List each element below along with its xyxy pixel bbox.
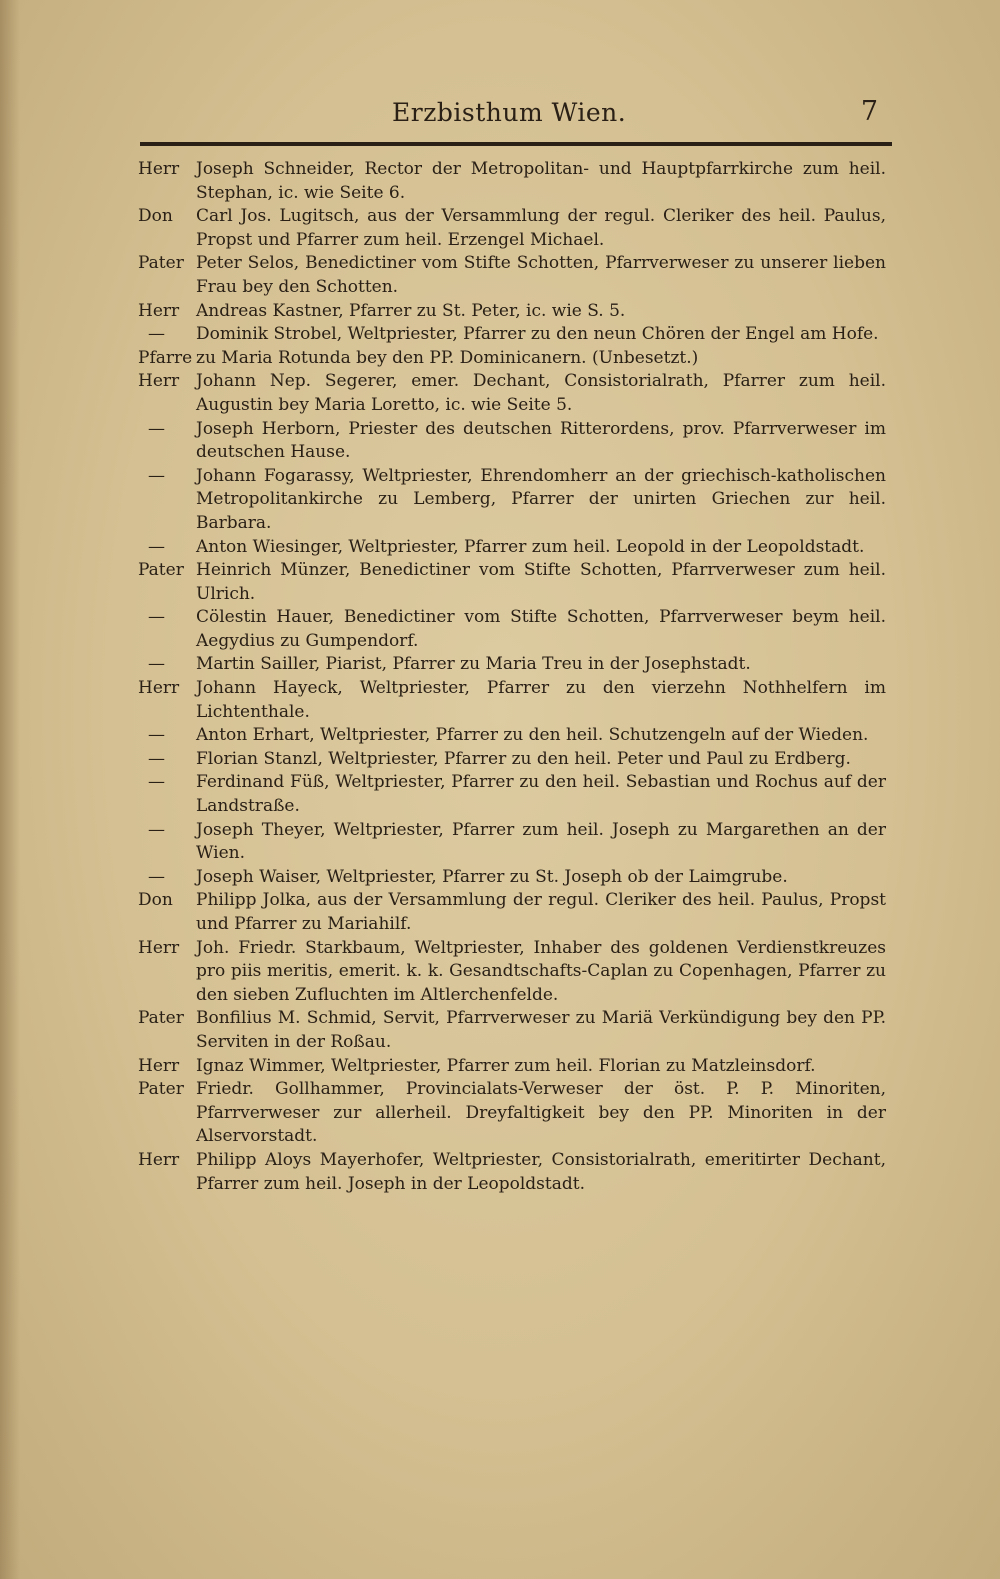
entry-list: [138, 158, 886, 1196]
list-item: [138, 889, 886, 936]
list-item: [138, 1007, 886, 1054]
header-rule: [140, 142, 892, 146]
list-item: [138, 1149, 886, 1196]
entry-text: Johann Nep. Segerer, emer. Dechant, Consistorialrath, Pfarrer zum heil. Augustin bey Maria Loretto, ic. wie Seite 5.: [196, 371, 886, 415]
entry-text: Johann Fogarassy, Weltpriester, Ehrendomherr an der griechisch-katholischen Metropolitankirche zu Lemberg, Pfarrer der unirten Griechen zur heil. Barbara.: [196, 465, 886, 533]
list-item: [138, 819, 886, 866]
list-item: [138, 724, 886, 748]
entry-lead: Herr: [138, 371, 180, 392]
entry-lead: Don: [138, 206, 173, 227]
entry-lead: Herr: [138, 159, 180, 179]
entry-text: Johann Hayeck, Weltpriester, Pfarrer zu den vierzehn Nothhelfern im Lichtenthale.: [196, 678, 886, 722]
entry-lead: —: [148, 324, 165, 345]
entry-text: Joseph Herborn, Priester des deutschen Ritterordens, prov. Pfarrverweser im deutschen Hause.: [196, 418, 886, 463]
entry-lead: —: [148, 607, 165, 628]
entry-text: Martin Sailler, Piarist, Pfarrer zu Maria Treu in der Josephstadt.: [196, 654, 751, 675]
entry-lead: —: [148, 725, 165, 746]
entry-lead: —: [148, 418, 165, 439]
list-item: [138, 771, 886, 818]
list-item: [138, 937, 886, 1008]
entry-text: Ferdinand Füß, Weltpriester, Pfarrer zu den heil. Sebastian und Rochus auf der Landstraße.: [196, 772, 886, 817]
entry-text: Philipp Aloys Mayerhofer, Weltpriester, Consistorialrath, emeritirter Dechant, Pfarrer zum heil. Joseph in der Leopoldstadt.: [196, 1149, 886, 1194]
entry-lead: —: [148, 536, 165, 557]
page-number: 7: [860, 96, 878, 127]
list-item: [138, 653, 886, 677]
entry-text: Joseph Waiser, Weltpriester, Pfarrer zu St. Joseph ob der Laimgrube.: [196, 866, 788, 887]
list-item: [138, 1078, 886, 1149]
entry-lead: —: [148, 866, 165, 887]
list-item: [138, 465, 886, 536]
entry-lead: Herr: [138, 300, 180, 321]
page-edge-shadow: [0, 0, 20, 1579]
entry-text: Andreas Kastner, Pfarrer zu St. Peter, ic. wie S. 5.: [196, 300, 626, 321]
list-item: [138, 323, 886, 347]
list-item: [138, 418, 886, 465]
entry-lead: Pfarre: [138, 347, 193, 368]
entry-lead: Herr: [138, 1055, 180, 1076]
list-item: [138, 748, 886, 772]
list-item: [138, 606, 886, 653]
list-item: [138, 866, 886, 890]
entry-text: Philipp Jolka, aus der Versammlung der regul. Cleriker des heil. Paulus, Propst und Pfarrer zu Mariahilf.: [196, 890, 886, 934]
entry-lead: Don: [138, 890, 173, 911]
entry-lead: —: [148, 465, 165, 486]
entry-text: Carl Jos. Lugitsch, aus der Versammlung der regul. Cleriker des heil. Paulus, Propst und Pfarrer zum heil. Erzengel Michael.: [196, 206, 886, 250]
entry-text: zu Maria Rotunda bey den PP. Dominicanern. (Unbesetzt.): [196, 347, 699, 368]
entry-lead: Herr: [138, 678, 180, 699]
entry-text: Heinrich Münzer, Benedictiner vom Stifte Schotten, Pfarrverweser zum heil. Ulrich.: [196, 560, 886, 604]
entry-text: Cölestin Hauer, Benedictiner vom Stifte Schotten, Pfarrverweser beym heil. Aegydius zu Gumpendorf.: [196, 607, 886, 651]
entry-lead: Pater: [138, 1079, 184, 1100]
entry-lead: Herr: [138, 937, 180, 958]
entry-lead: Pater: [138, 1008, 184, 1029]
list-item: [138, 1055, 886, 1079]
entry-text: Florian Stanzl, Weltpriester, Pfarrer zu den heil. Peter und Paul zu Erdberg.: [196, 748, 851, 769]
list-item: [138, 370, 886, 417]
list-item: [138, 559, 886, 606]
entry-lead: —: [148, 772, 165, 793]
entry-text: Joseph Schneider, Rector der Metropolitan- und Hauptpfarrkirche zum heil. Stephan, ic. wie Seite 6.: [196, 159, 886, 203]
list-item: [138, 536, 886, 560]
entry-text: Friedr. Gollhammer, Provincialats-Verweser der öst. P. P. Minoriten, Pfarrverweser zur allerheil. Dreyfaltigkeit bey den PP. Minoriten in der Alservorstadt.: [196, 1079, 886, 1147]
entry-lead: Herr: [138, 1149, 180, 1170]
entry-text: Joseph Theyer, Weltpriester, Pfarrer zum heil. Joseph zu Margarethen an der Wien.: [196, 819, 886, 864]
entry-text: Anton Erhart, Weltpriester, Pfarrer zu den heil. Schutzengeln auf der Wieden.: [196, 725, 869, 746]
entry-text: Joh. Friedr. Starkbaum, Weltpriester, Inhaber des goldenen Verdienstkreuzes pro piis meritis, emerit. k. k. Gesandtschafts-Caplan zu Copenhagen, Pfarrer zu den sieben Zufluchten im Altlerchenfelde.: [196, 937, 886, 1005]
page-header: [140, 92, 888, 142]
entry-lead: —: [148, 654, 165, 675]
entry-lead: Pater: [138, 253, 184, 274]
entry-text: Bonfilius M. Schmid, Servit, Pfarrverweser zu Mariä Verkündigung bey den PP. Serviten in der Roßau.: [196, 1008, 886, 1052]
entry-lead: —: [148, 748, 165, 769]
running-title: Erzbisthum Wien.: [392, 98, 627, 127]
entry-text: Ignaz Wimmer, Weltpriester, Pfarrer zum heil. Florian zu Matzleinsdorf.: [196, 1055, 816, 1076]
list-item: [138, 252, 886, 299]
entry-text: Dominik Strobel, Weltpriester, Pfarrer zu den neun Chören der Engel am Hofe.: [196, 324, 879, 345]
entry-lead: —: [148, 819, 165, 840]
list-item: [138, 205, 886, 252]
list-item: [138, 300, 886, 324]
entry-text: Anton Wiesinger, Weltpriester, Pfarrer zum heil. Leopold in der Leopoldstadt.: [196, 536, 865, 557]
entry-text: Peter Selos, Benedictiner vom Stifte Schotten, Pfarrverweser zu unserer lieben Frau bey den Schotten.: [196, 253, 886, 297]
list-item: [138, 677, 886, 724]
entry-lead: Pater: [138, 560, 184, 581]
list-item: [138, 347, 886, 371]
list-item: [138, 158, 886, 205]
